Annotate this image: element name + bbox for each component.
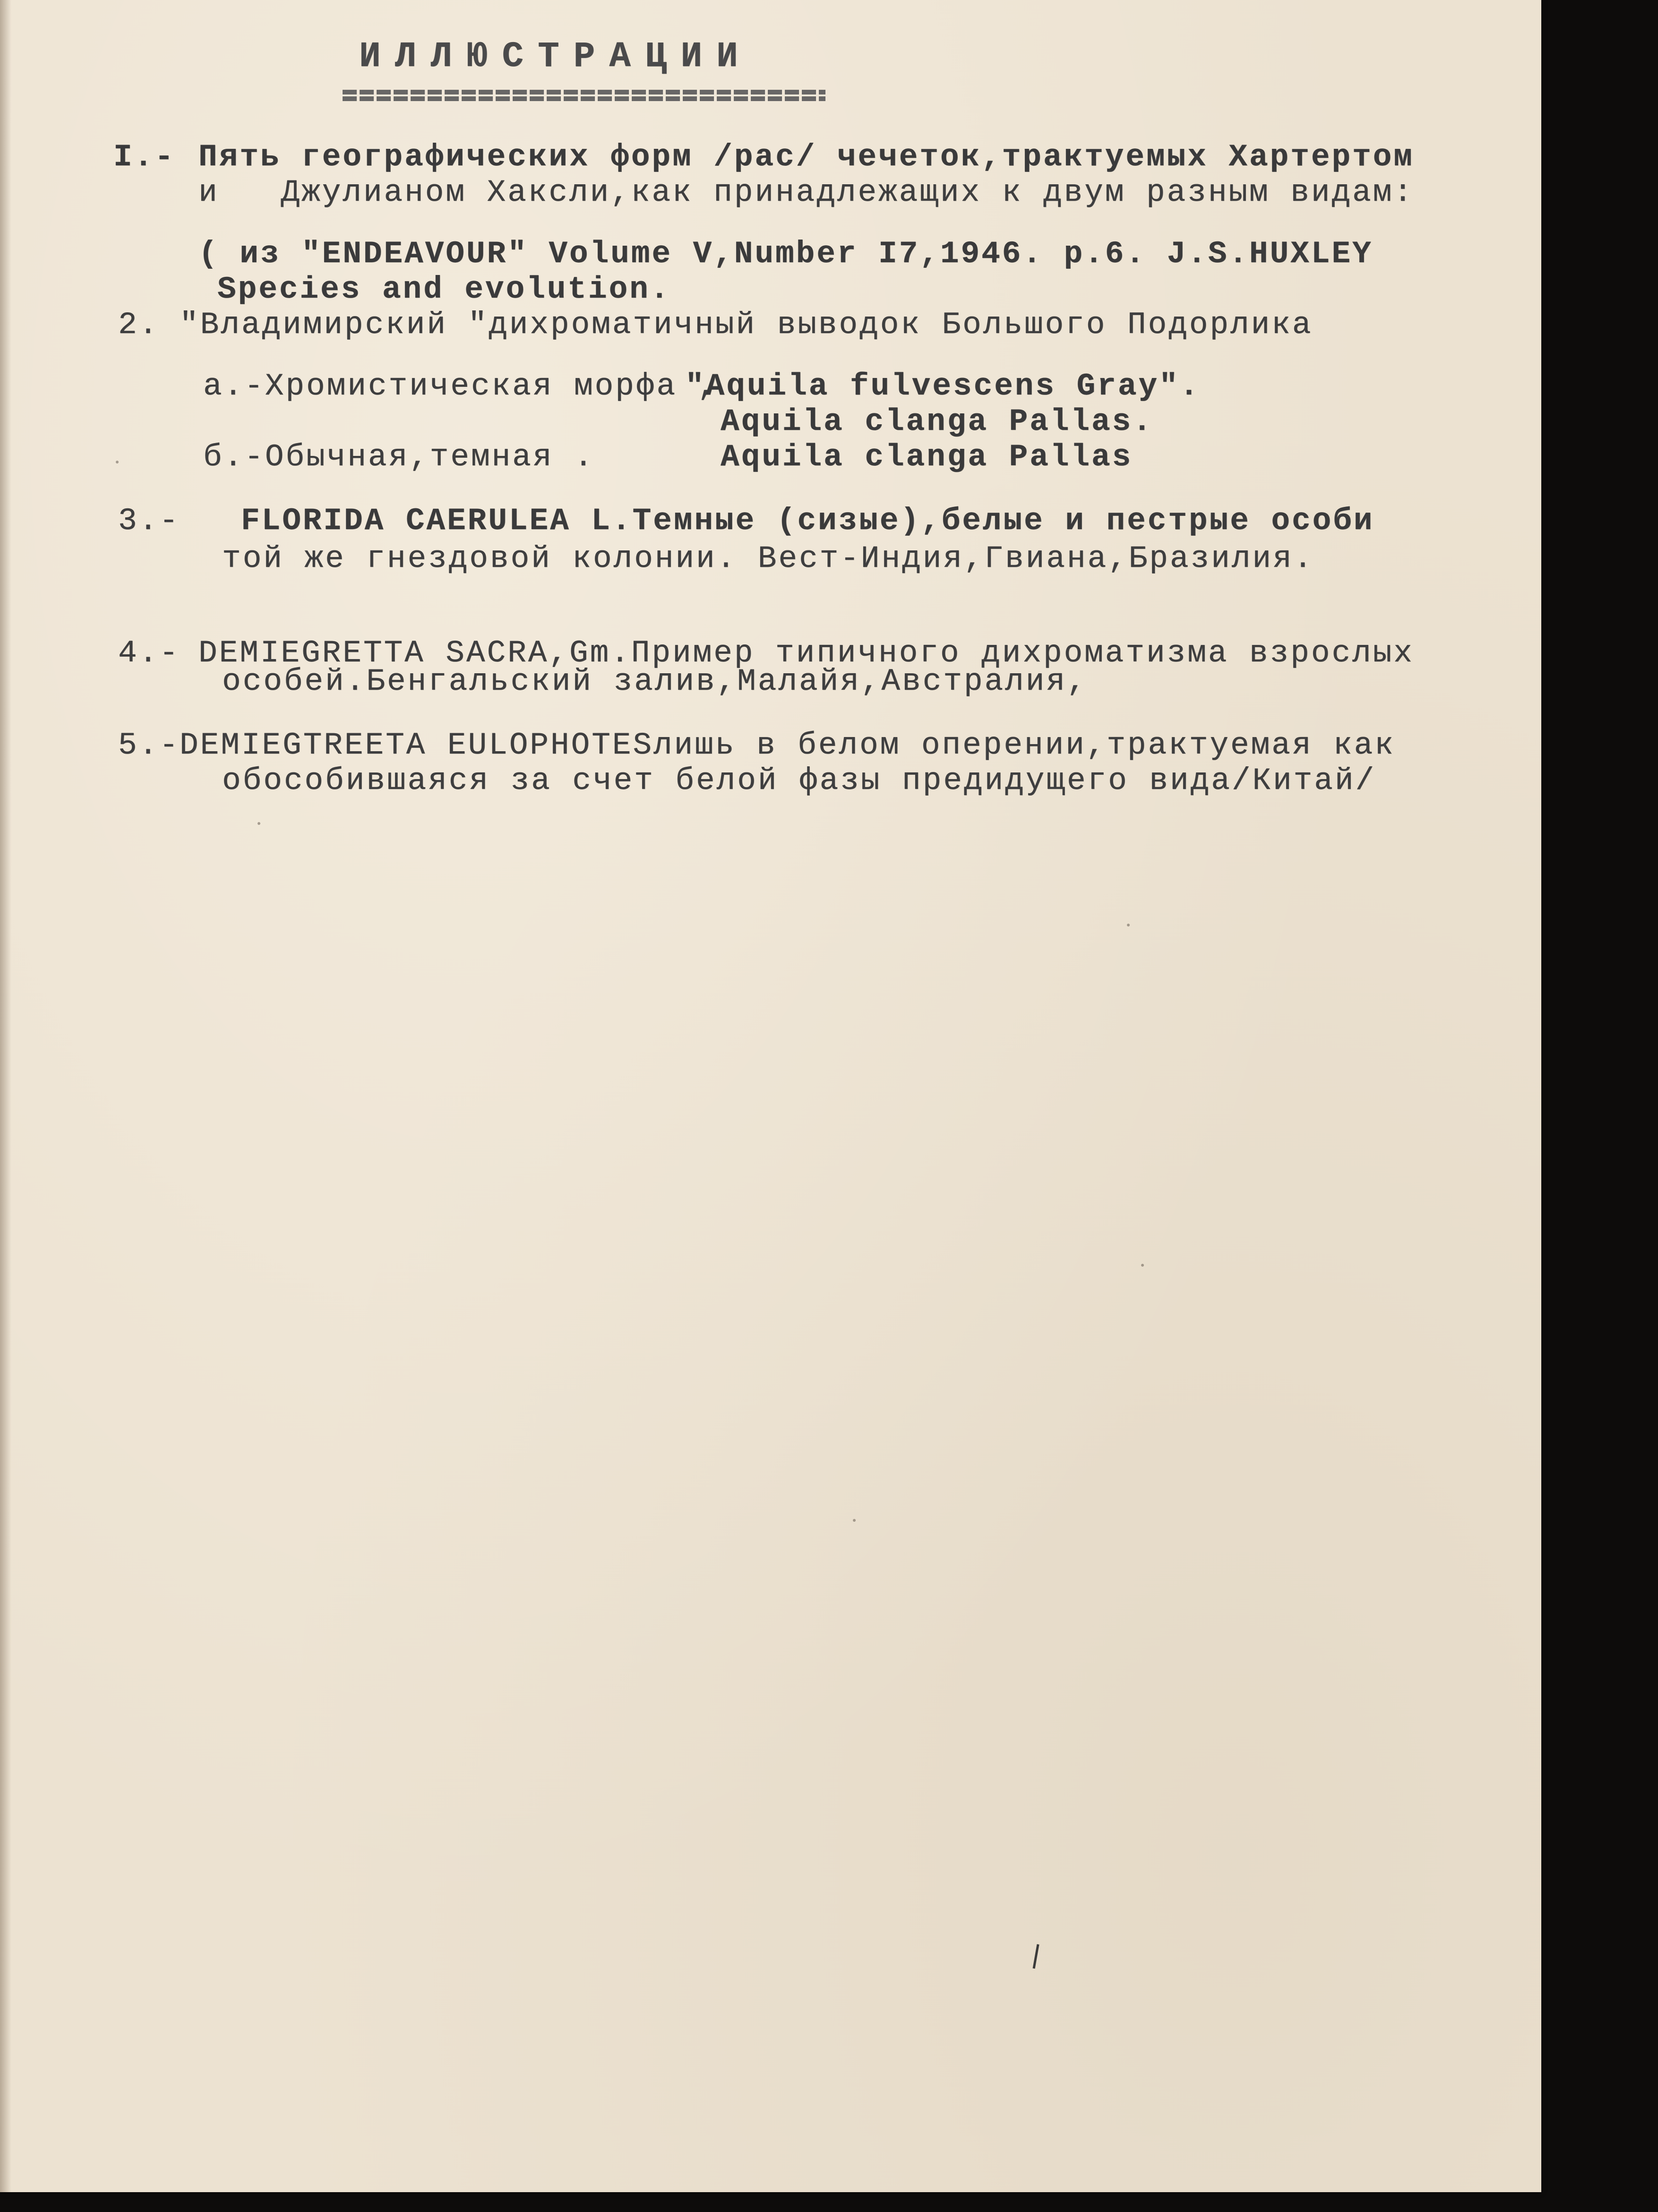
item-4-number: 4.- xyxy=(118,635,180,671)
item-3-line-2: той же гнездовой колонии. Вест-Индия,Гвиана,Бразилия. xyxy=(222,541,1314,576)
item-1-source-line-1: ( из "ENDEAVOUR" Volume V,Number I7,1946. p.6. J.S.HUXLEY xyxy=(198,236,1373,272)
item-2-number: 2. xyxy=(118,307,160,343)
item-1-line-1: Пять географических форм /рас/ чечеток,трактуемых Хартертом xyxy=(198,139,1414,175)
paper-speck xyxy=(1141,1264,1144,1267)
item-2a-label: а.-Хромистическая морфа , xyxy=(203,369,719,404)
item-2b-latin: Aquila clanga Pallas xyxy=(721,439,1133,475)
item-3-line-1: FLORIDA CAERULEA L.Темные (сизые),белые и пестрые особи xyxy=(241,503,1375,539)
page-title: ИЛЛЮСТРАЦИИ xyxy=(359,36,752,77)
item-5-line-2: обособившаяся за счет белой фазы предидущего вида/Китай/ xyxy=(222,763,1376,798)
item-2-line-1: "Владимирский "дихроматичный выводок Большого Подорлика xyxy=(180,307,1313,343)
item-2a-latin: "Aquila fulvescens Gray". xyxy=(685,369,1201,404)
paper-speck xyxy=(1127,924,1130,926)
paper-speck xyxy=(116,461,119,463)
paper-speck xyxy=(853,1519,856,1522)
paper-speck xyxy=(258,822,260,825)
pencil-mark xyxy=(1033,1944,1039,1969)
item-4-line-1: DEMIEGRETTA SACRA,Gm.Пример типичного дихроматизма взрослых xyxy=(198,635,1414,671)
item-1-line-2: и Джулианом Хаксли,как принадлежащих к двум разным видам: xyxy=(198,175,1414,210)
item-2a-latin-continued: Aquila clanga Pallas. xyxy=(721,404,1153,439)
item-1-number: I.- xyxy=(113,139,175,175)
item-4-line-2: особей.Бенгальский залив,Малайя,Австралия, xyxy=(222,664,1088,699)
item-2b-label: б.-Обычная,темная . xyxy=(203,439,595,475)
item-5-line-1: DEMIEGTREETA EULOPHOTESлишь в белом оперении,трактуемая как xyxy=(180,728,1395,763)
item-1-source-line-2: Species and evolution. xyxy=(217,272,671,307)
title-underline-second xyxy=(343,96,825,101)
item-3-number: 3.- xyxy=(118,503,180,539)
item-5-number: 5.- xyxy=(118,728,180,763)
binding-shadow xyxy=(0,0,11,2192)
title-underline xyxy=(343,90,825,94)
